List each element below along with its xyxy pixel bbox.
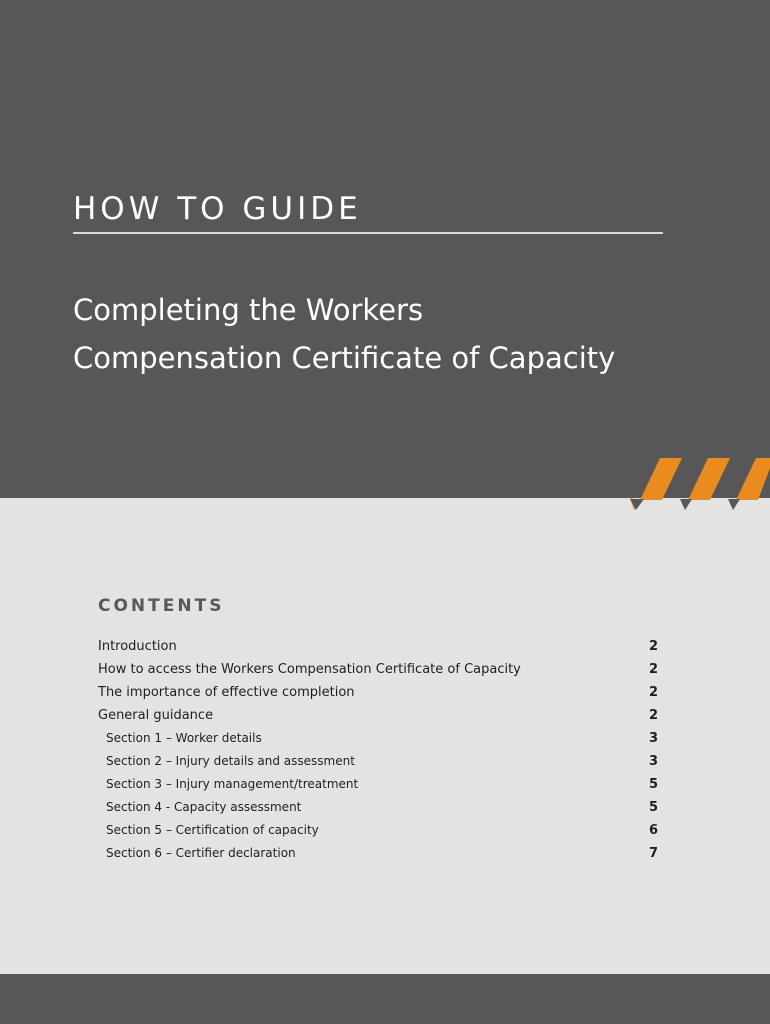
header-divider xyxy=(73,232,663,234)
toc-entry-label: Section 4 - Capacity assessment xyxy=(106,800,302,814)
toc-entry-page: 2 xyxy=(648,708,658,723)
toc-entry-introduction[interactable] xyxy=(98,635,658,658)
toc-entry-label: Introduction xyxy=(98,639,177,654)
hazard-stripe xyxy=(640,458,682,500)
toc-entry-page: 6 xyxy=(648,823,658,838)
toc-entry-page: 5 xyxy=(648,777,658,792)
toc-entry-label: Section 3 – Injury management/treatment xyxy=(106,777,359,791)
contents-heading: CONTENTS xyxy=(98,596,225,616)
toc-entry-label: The importance of effective completion xyxy=(98,685,355,700)
footer-band xyxy=(0,974,770,1024)
hazard-stripe xyxy=(736,458,770,500)
toc-entry-page: 2 xyxy=(648,662,658,677)
toc-entry-label: Section 1 – Worker details xyxy=(106,731,262,745)
toc-entry-how-to-access[interactable] xyxy=(98,658,658,681)
toc-entry-section-2[interactable] xyxy=(98,750,658,773)
toc-entry-label: Section 5 – Certification of capacity xyxy=(106,823,319,837)
toc-entry-section-4[interactable] xyxy=(98,796,658,819)
toc-entry-section-5[interactable] xyxy=(98,819,658,842)
toc-entry-label: Section 6 – Certifier declaration xyxy=(106,846,296,860)
toc-entry-section-6[interactable] xyxy=(98,842,658,865)
document-title-line-2: Compensation Certificate of Capacity xyxy=(73,341,616,375)
table-of-contents xyxy=(98,635,658,865)
toc-entry-label: How to access the Workers Compensation Certificate of Capacity xyxy=(98,662,521,677)
toc-entry-section-1[interactable] xyxy=(98,727,658,750)
hazard-stripe-shadow xyxy=(680,499,692,510)
toc-entry-page: 3 xyxy=(648,754,658,769)
hazard-stripe-shadow xyxy=(630,499,644,510)
toc-entry-page: 2 xyxy=(648,685,658,700)
toc-entry-page: 7 xyxy=(648,846,658,861)
document-title-line-1: Completing the Workers xyxy=(73,293,424,327)
toc-entry-section-3[interactable] xyxy=(98,773,658,796)
document-title xyxy=(73,286,713,382)
toc-entry-label: General guidance xyxy=(98,708,214,723)
guide-type-label: HOW TO GUIDE xyxy=(73,191,362,227)
header-band xyxy=(0,0,770,498)
hazard-stripe-shadow xyxy=(728,499,740,510)
toc-entry-general-guidance[interactable] xyxy=(98,704,658,727)
toc-entry-importance[interactable] xyxy=(98,681,658,704)
toc-entry-label: Section 2 – Injury details and assessment xyxy=(106,754,355,768)
toc-entry-page: 2 xyxy=(648,639,658,654)
toc-entry-page: 5 xyxy=(648,800,658,815)
hazard-stripe xyxy=(688,458,730,500)
toc-entry-page: 3 xyxy=(648,731,658,746)
hazard-stripes-graphic xyxy=(630,458,770,510)
